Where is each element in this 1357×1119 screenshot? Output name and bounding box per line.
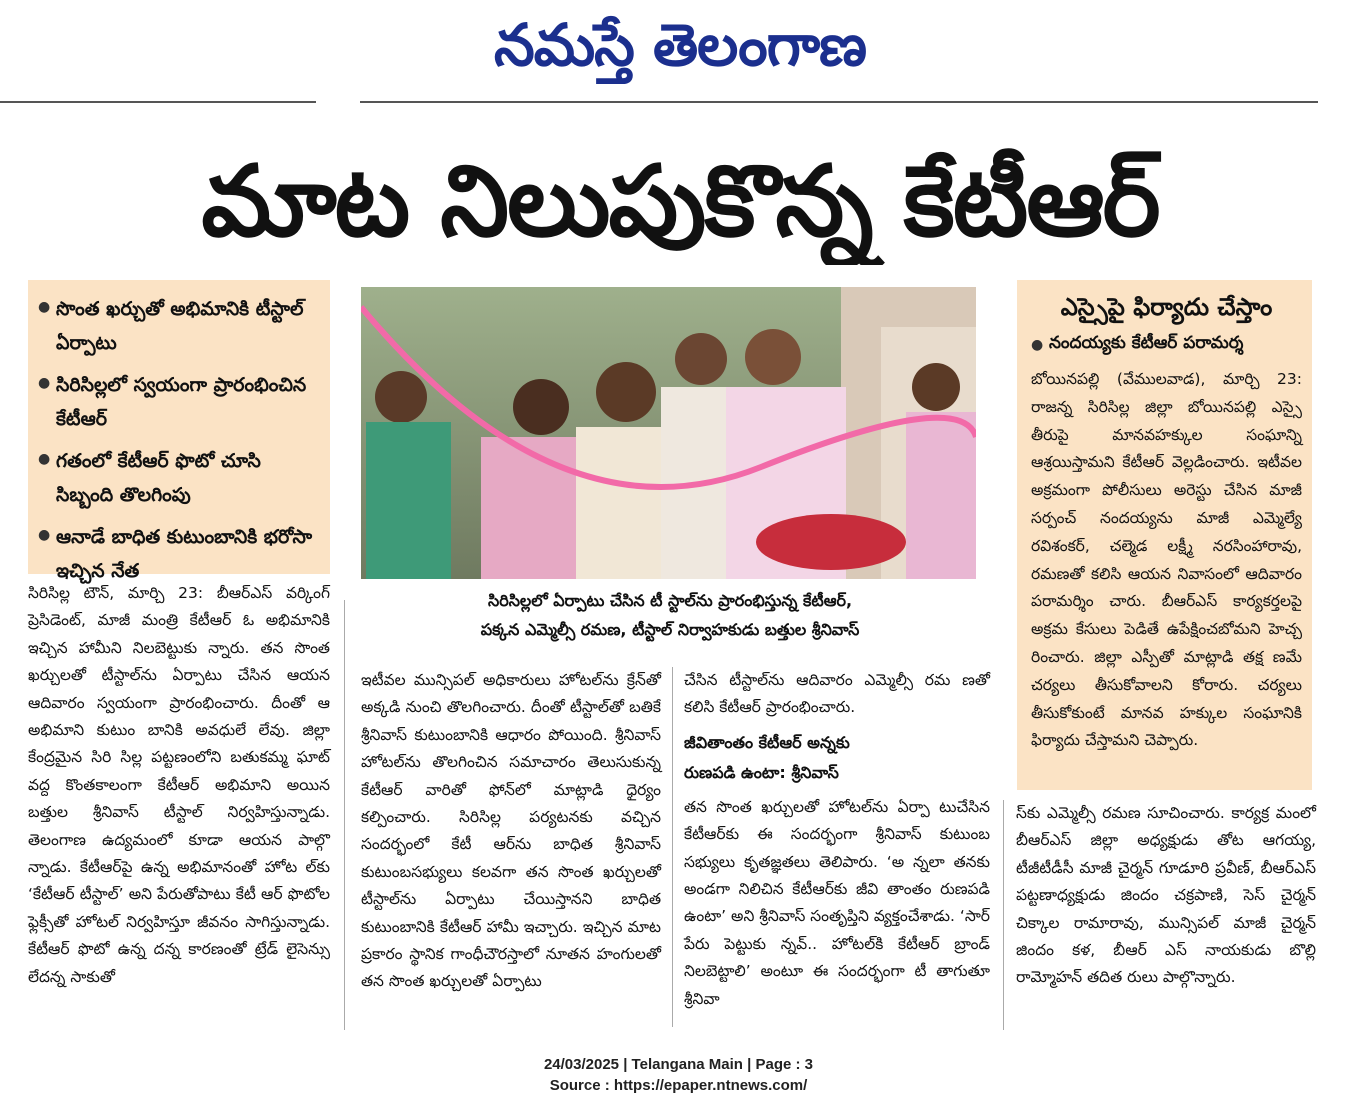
masthead — [0, 0, 1357, 90]
article-column-2: ఇటీవల మున్సిపల్ అధికారులు హోటల్‌ను క్రేన్‌తో అక్కడి నుంచి తొలగించారు. దీంతో టీస్టాల్‌తో బతికే శ్రీనివాస్ కుటుంబానికి ఆధారం పోయింది. శ్రీనివాస్ హోటల్‌ను తొలగించిన సమాచారం తెలుసుకున్న కేటీఆర్ వారితో ఫోన్‌లో మాట్లాడి ధైర్యం కల్పించారు. సిరిసిల్ల పర్యటనకు వచ్చిన సందర్భంలో కేటీ ఆర్‌ను బాధిత శ్రీనివాస్ కుటుంబసభ్యులు కలవగా తన సొంత ఖర్చులతో టీస్టాల్‌ను ఏర్పాటు చేయిస్తానని బాధిత కుటుంబానికి కేటీఆర్ హామీ ఇచ్చారు. ఇచ్చిన మాట ప్రకారం స్థానిక గాంధీచౌరస్తాలో నూతన హంగులతో తన సొంత ఖర్చులతో ఏర్పాటు — [361, 671, 661, 991]
column-divider — [672, 667, 673, 1027]
sub-heading: జీవితాంతం కేటీఆర్ అన్నకు రుణపడి ఉంటా: శ్రీనివాస్ — [684, 732, 850, 782]
sidebar-title: ఎస్సైపై ఫిర్యాదు చేస్తాం — [1060, 293, 1273, 321]
article-column-4: స్‌కు ఎమ్మెల్సీ రమణ సూచించారు. కార్యక్ర మంలో బీఆర్‌ఎస్ జిల్లా అధ్యక్షుడు తోట ఆగయ్య, టీజీటీడీసీ మాజీ చైర్మన్ గూడూరి ప్రవీణ్, బీఆర్‌ఎస్ పట్టణాధ్యక్షుడు జిందం చక్రపాణి, సెస్ చైర్మన్ చిక్కాల రామారావు, మున్సిపల్ మాజీ చైర్మన్ జిందం కళ, బీఆర్ ఎస్ నాయకుడు బొల్లి రామ్మోహన్ తదిత రులు పాల్గొన్నారు. — [1016, 804, 1316, 987]
photo-caption: సిరిసిల్లలో ఏర్పాటు చేసిన టీ స్టాల్‌ను ప్రారంభిస్తున్న కేటీఆర్, పక్కన ఎమ్మెల్సీ రమణ, టీస్టాల్ నిర్వాహకుడు బత్తుల శ్రీనివాస్ — [480, 591, 860, 639]
photo-illustration — [361, 287, 976, 579]
edition-info: 24/03/2025 | Telangana Main | Page : 3 — [543, 1056, 814, 1073]
page-footer — [0, 1054, 1357, 1096]
column-divider — [1003, 800, 1004, 1030]
news-photo — [361, 287, 976, 579]
bullet-icon: ● — [1031, 337, 1044, 353]
highlight-item: ● ఆనాడే బాధిత కుటుంబానికి భరోసా ఇచ్చిన నేత — [38, 520, 322, 588]
masthead-rule-right — [360, 101, 1318, 103]
bullet-icon: ● — [38, 451, 51, 467]
highlight-item: ● సిరిసిల్లలో స్వయంగా ప్రారంభించిన కేటీఆర్ — [38, 368, 322, 436]
masthead-rule-left — [0, 101, 316, 103]
headline: మాట నిలుపుకొన్న కేటీఆర్ — [201, 145, 1159, 259]
source-link[interactable]: Source : https://epaper.ntnews.com/ — [549, 1077, 808, 1094]
bullet-icon: ● — [38, 527, 51, 543]
column-divider — [344, 600, 345, 1030]
article-column-3: చేసిన టీస్టాల్‌ను ఆదివారం ఎమ్మెల్సీ రమ ణతో కలిసి కేటీఆర్ ప్రారంభించారు. జీవితాంతం కేటీఆర్ అన్నకు రుణపడి ఉంటా: శ్రీనివాస్ తన సొంత ఖర్చులతో హోటల్‌ను ఏర్పా టుచేసిన కేటీఆర్‌కు ఈ సందర్భంగా శ్రీనివాస్ కుటుంబ సభ్యులు కృతజ్ఞతలు తెలిపారు. ‘అ న్నలా తనకు అండగా నిలిచిన కేటీఆర్‌కు జీవి తాంతం రుణపడి ఉంటా’ అని శ్రీనివాస్ సంతృప్తిని వ్యక్తంచేశాడు. ‘సార్ పేరు పెట్టుకు న్నవ్.. హోటల్‌కి కేటీఆర్ బ్రాండ్ నిలబెట్టాలి’ అంటూ ఈ సందర్భంగా టీ తాగుతూ శ్రీనివా — [684, 671, 990, 1008]
article-column-1: సిరిసిల్ల టౌన్, మార్చి 23: బీఆర్‌ఎస్ వర్కింగ్ ప్రెసిడెంట్, మాజీ మంత్రి కేటీఆర్ ఓ అభిమానికి ఇచ్చిన హామీని నిలబెట్టుకు న్నారు. తన సొంత ఖర్చులతో టీస్టాల్‌ను ఏర్పాటు చేసిన ఆయన ఆదివారం స్వయంగా ప్రారంభించారు. దీంతో ఆ అభిమాని కుటుం బానికి అవధులే లేవు. జిల్లా కేంద్రమైన సిరి సిల్ల పట్టణంలోని బతుకమ్మ ఘాట్ వద్ద కొంతకాలంగా కేటీఆర్ అభిమాని అయిన బత్తుల శ్రీనివాస్ టీస్టాల్ నిర్వహిస్తున్నాడు. తెలంగాణ ఉద్యమంలో కూడా ఆయన పాల్గొ న్నాడు. కేటీఆర్‌పై ఉన్న అభిమానంతో హోట ల్‌కు ‘కేటీఆర్ టీస్టాల్’ అని పేరుతోపాటు కేటీ ఆర్ ఫొటోల ఫ్లెక్సీతో హోటల్ నిర్వహిస్తూ జీవనం సాగిస్తున్నాడు. కేటీఆర్ ఫొటో ఉన్న దన్న కారణంతో ట్రేడ్ లైసెన్సు లేదన్న సాకుతో — [28, 584, 330, 986]
sidebar-body: బోయినపల్లి (వేములవాడ), మార్చి 23: రాజన్న సిరిసిల్ల జిల్లా బోయినపల్లి ఎస్సై తీరుపై మానవహక్కుల సంఘాన్ని ఆశ్రయిస్తామని కేటీఆర్ వెల్లడించారు. ఇటీవల అక్రమంగా పోలీసులు అరెస్టు చేసిన మాజీ సర్పంచ్ నందయ్యను మాజీ ఎమ్మెల్యే రవిశంకర్, చల్మెడ లక్ష్మీ నరసింహారావు, రమణతో కలిసి ఆయన నివాసంలో ఆదివారం పరామర్శిం చారు. బీఆర్‌ఎస్ కార్యకర్తలపై అక్రమ కేసులు పెడితే ఉపేక్షించబోమని హెచ్చ రించారు. జిల్లా ఎస్పీతో మాట్లాడి తక్ష ణమే చర్యలు తీసుకోవాలని కోరారు. చర్యలు తీసుకోకుంటే మానవ హక్కుల సంఘానికి ఫిర్యాదు చేస్తామని చెప్పారు. — [1031, 370, 1302, 750]
highlight-item: ● సొంత ఖర్చుతో అభిమానికి టీస్టాల్ ఏర్పాటు — [38, 292, 322, 360]
highlight-item: ● గతంలో కేటీఆర్ ఫొటో చూసి సిబ్బంది తొలగింపు — [38, 444, 322, 512]
bullet-icon: ● — [38, 375, 51, 391]
newspaper-logo: నమస్తే తెలంగాణ — [494, 11, 866, 79]
bullet-icon: ● — [38, 299, 51, 315]
sidebar-subtitle: ● నందయ్యకు కేటీఆర్ పరామర్శ — [1031, 330, 1302, 360]
highlights-box — [28, 280, 330, 582]
sidebar-box — [1017, 280, 1312, 790]
